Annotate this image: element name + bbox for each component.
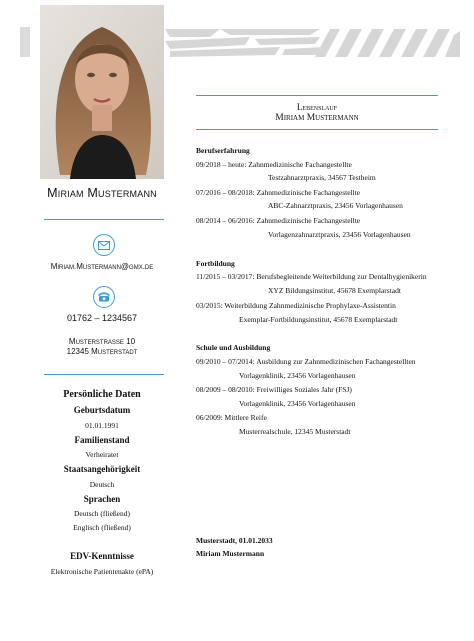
section-heading-experience: Berufserfahrung bbox=[196, 146, 250, 155]
address-city: 12345 Musterstadt bbox=[66, 347, 138, 356]
entry-sub: Vorlagenklinik, 23456 Vorlagenhausen bbox=[239, 371, 356, 380]
entry-main: 03/2015: Weiterbildung Zahnmedizinische Prophylaxe-Assistentin bbox=[196, 301, 396, 310]
phone-icon bbox=[93, 286, 115, 308]
birth-label: Geburtsdatum bbox=[73, 405, 131, 415]
family-value: Verheiratet bbox=[85, 450, 119, 459]
entry-sub: ABC-Zahnarztpraxis, 23456 Vorlagenhausen bbox=[268, 201, 403, 210]
it-skills-label: EDV-Kenntnisse bbox=[70, 551, 134, 561]
language-item: Deutsch (fließend) bbox=[73, 509, 131, 518]
family-label: Familienstand bbox=[74, 435, 130, 445]
entry-main: 09/2018 – heute: Zahnmedizinische Fachangestellte bbox=[196, 160, 352, 169]
signature-name: Miriam Mustermann bbox=[196, 549, 265, 558]
phone-text[interactable]: 01762 – 1234567 bbox=[66, 313, 138, 323]
entry-sub: Testzahnarztpraxis, 34567 Testheim bbox=[268, 173, 376, 182]
email-text[interactable]: Miriam.Mustermann@gmx.de bbox=[50, 262, 154, 271]
birth-value: 01.01.1991 bbox=[85, 421, 119, 430]
envelope-icon bbox=[93, 234, 115, 256]
divider bbox=[196, 95, 438, 96]
entry-main: 06/2009: Mittlere Reife bbox=[196, 413, 267, 422]
profile-photo bbox=[40, 5, 164, 179]
section-heading-education: Schule und Ausbildung bbox=[196, 343, 271, 352]
entry-sub: XYZ Bildungsinstitut, 45678 Exemplarstadt bbox=[268, 286, 401, 295]
languages-label: Sprachen bbox=[83, 494, 121, 504]
language-item: Englisch (fließend) bbox=[73, 523, 131, 532]
section-heading-training: Fortbildung bbox=[196, 259, 235, 268]
cv-title-block bbox=[196, 102, 438, 124]
entry-main: 09/2010 – 07/2014: Ausbildung zur Zahnmedizinischen Fachangestellten bbox=[196, 357, 416, 366]
address-street: Musterstrasse 10 bbox=[68, 337, 136, 346]
cv-name: Miriam Mustermann bbox=[275, 113, 359, 123]
nationality-label: Staatsangehörigkeit bbox=[63, 464, 141, 474]
entry-sub: Vorlagenzahnarztpraxis, 23456 Vorlagenhausen bbox=[268, 230, 411, 239]
divider bbox=[44, 374, 164, 375]
entry-main: 11/2015 – 03/2017: Berufsbegleitende Weiterbildung zur Dentalhygienikerin bbox=[196, 272, 427, 281]
entry-sub: Musterrealschule, 12345 Musterstadt bbox=[239, 427, 351, 436]
entry-sub: Vorlagenklinik, 23456 Vorlagenhausen bbox=[239, 399, 356, 408]
address bbox=[30, 337, 174, 357]
entry-main: 07/2016 – 08/2018: Zahnmedizinische Fachangestellte bbox=[196, 188, 361, 197]
candidate-name: Miriam Mustermann bbox=[47, 186, 157, 200]
personal-data-heading: Persönliche Daten bbox=[63, 389, 141, 400]
entry-sub: Exemplar-Fortbildungsinstitut, 45678 Exemplarstadt bbox=[239, 315, 398, 324]
signature-place-date: Musterstadt, 01.01.2033 bbox=[196, 536, 273, 545]
divider bbox=[196, 129, 438, 130]
entry-main: 08/2009 – 08/2010: Freiwilliges Soziales Jahr (FSJ) bbox=[196, 385, 352, 394]
it-skills-value: Elektronische Patientenakte (ePA) bbox=[50, 567, 154, 576]
divider bbox=[44, 219, 164, 220]
cv-title: Lebenslauf bbox=[296, 102, 338, 112]
entry-main: 08/2014 – 06/2016: Zahnmedizinische Fachangestellte bbox=[196, 216, 361, 225]
nationality-value: Deutsch bbox=[89, 480, 115, 489]
